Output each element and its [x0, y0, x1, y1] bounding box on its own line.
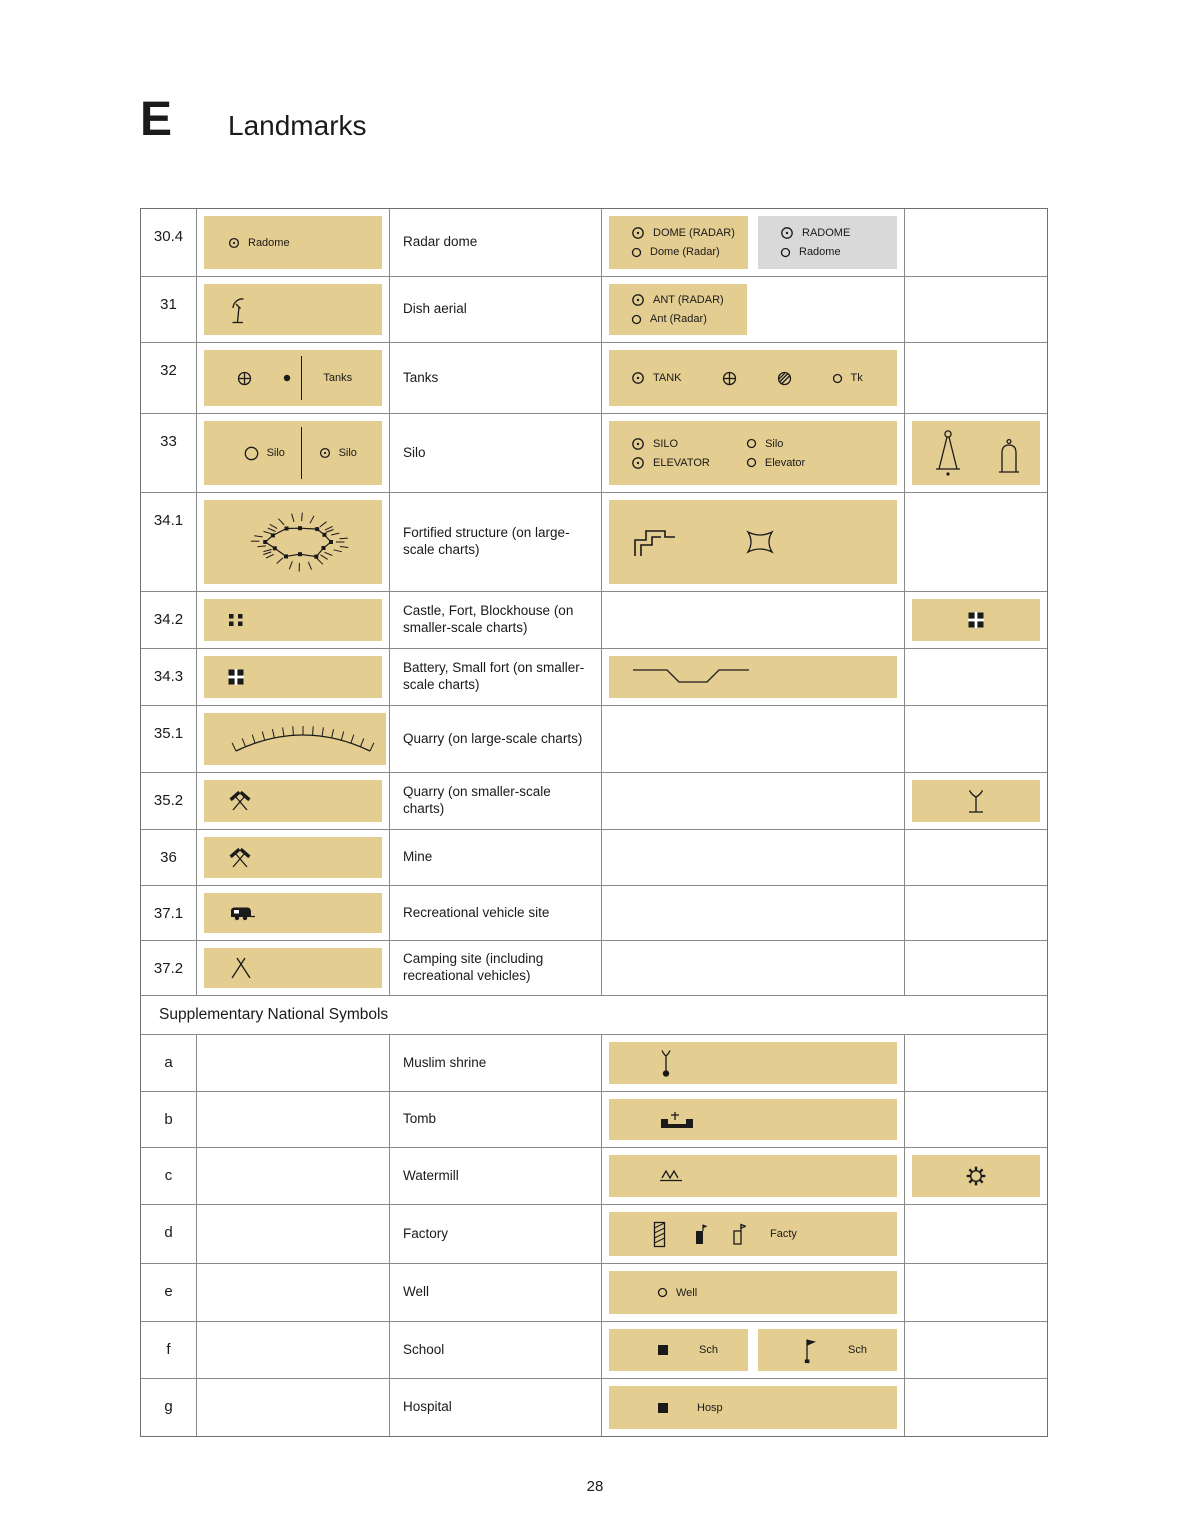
table-row: [141, 1379, 1047, 1436]
table-row: [141, 592, 1047, 649]
row-number: 33: [141, 414, 197, 492]
national-symbol-cell: [197, 592, 390, 648]
other-symbol-cell: [905, 1205, 1047, 1263]
national-symbol-cell: [197, 706, 390, 772]
int-symbol-cell: [602, 1264, 905, 1321]
page-title: Landmarks: [228, 110, 367, 141]
pos-circle-icon: [780, 226, 794, 240]
description-cell: Well: [390, 1264, 602, 1321]
symbol-box: [609, 284, 747, 335]
table-row: [141, 773, 1047, 830]
circle-dot-sm-icon: [228, 237, 240, 249]
description-cell: Mine: [390, 830, 602, 885]
factory-hatched-icon: [653, 1221, 666, 1248]
symbol-label: ANT (RADAR): [653, 294, 724, 306]
battery-square-icon: [228, 669, 244, 685]
national-symbol-cell: [197, 414, 390, 492]
description-cell: Quarry (on smaller-scale charts): [390, 773, 602, 829]
other-symbol-cell: [905, 277, 1047, 342]
symbol-label: DOME (RADAR): [653, 227, 735, 239]
symbol-box: [204, 656, 382, 698]
symbol-box: [609, 500, 897, 584]
silo-towers-icon: [924, 427, 1028, 479]
minaret-icon: [659, 1048, 673, 1078]
flag-icon: [802, 1337, 820, 1364]
int-symbol-cell: [602, 941, 905, 995]
symbol-box: [204, 893, 382, 933]
table-row: [141, 1205, 1047, 1264]
description-cell: Factory: [390, 1205, 602, 1263]
other-symbol-cell: [905, 493, 1047, 591]
symbol-label: ELEVATOR: [653, 456, 710, 469]
circle-hatch-icon: [777, 371, 792, 386]
national-symbol-cell: [197, 1205, 390, 1263]
table-row: [141, 1148, 1047, 1205]
symbol-box: [609, 421, 897, 485]
row-number: 34.3: [141, 649, 197, 705]
int-symbol-cell: [602, 493, 905, 591]
redoubt-profile-icon: [631, 665, 751, 689]
symbol-box: [204, 599, 382, 641]
symbol-box: [758, 216, 897, 269]
int-symbol-cell: [602, 830, 905, 885]
gear-icon: [965, 1165, 987, 1187]
description-cell: Radar dome: [390, 209, 602, 276]
row-number: a: [141, 1035, 197, 1091]
table-row: [141, 649, 1047, 706]
row-number: 30.4: [141, 209, 197, 276]
symbol-box: [609, 1386, 897, 1429]
other-symbol-cell: [905, 592, 1047, 648]
symbol-box: [204, 500, 382, 584]
table-row: [141, 706, 1047, 773]
int-symbol-cell: [602, 706, 905, 772]
national-symbol-cell: [197, 1264, 390, 1321]
row-number: 35.2: [141, 773, 197, 829]
crossed-hammers-icon: [228, 847, 252, 869]
battery-square-icon: [968, 612, 984, 628]
symbol-label: Radome: [248, 236, 290, 249]
int-symbol-cell: [602, 649, 905, 705]
sm-circle-icon: [832, 373, 843, 384]
other-symbol-cell: [905, 649, 1047, 705]
row-number: g: [141, 1379, 197, 1436]
row-number: b: [141, 1092, 197, 1147]
other-symbol-cell: [905, 1092, 1047, 1147]
md-circle-icon: [244, 446, 259, 461]
description-cell: Castle, Fort, Blockhouse (on smaller-scale charts): [390, 592, 602, 648]
sm-circle-icon: [631, 247, 642, 258]
national-symbol-cell: [197, 493, 390, 591]
description-cell: Battery, Small fort (on smaller-scale charts): [390, 649, 602, 705]
factory-flag-filled-icon: [694, 1223, 708, 1245]
pos-circle-icon: [631, 437, 645, 451]
national-symbol-cell: [197, 886, 390, 940]
row-number: 31: [141, 277, 197, 342]
sm-circle-icon: [746, 438, 757, 449]
symbol-box: [204, 780, 382, 822]
section-header: Supplementary National Symbols: [159, 1006, 389, 1023]
table-row: [141, 1264, 1047, 1322]
pos-circle-icon: [631, 371, 645, 385]
symbol-label: Elevator: [764, 456, 806, 469]
row-number: 34.1: [141, 493, 197, 591]
circle-dot-sm-icon: [319, 447, 331, 459]
table-row: [141, 1035, 1047, 1092]
row-number: 37.1: [141, 886, 197, 940]
symbol-label: Ant (Radar): [650, 313, 707, 325]
symbol-label: Tk: [850, 372, 863, 384]
national-symbol-cell: [197, 1148, 390, 1204]
other-symbol-cell: [905, 1322, 1047, 1378]
national-symbol-cell: [197, 277, 390, 342]
page-header: [140, 92, 367, 147]
symbol-box: [204, 284, 382, 335]
tomb-icon: [659, 1110, 695, 1130]
symbol-table: [140, 208, 1048, 1437]
symbol-label: Hosp: [697, 1401, 723, 1414]
row-number: 37.2: [141, 941, 197, 995]
symbol-box: [609, 216, 748, 269]
other-symbol-cell: [905, 886, 1047, 940]
int-symbol-cell: [602, 1322, 905, 1378]
description-cell: Hospital: [390, 1379, 602, 1436]
national-symbol-cell: [197, 1379, 390, 1436]
int-symbol-cell: [602, 1379, 905, 1436]
symbol-box: [912, 421, 1040, 485]
symbol-box: [912, 599, 1040, 641]
symbol-box: [204, 948, 382, 988]
table-row: [141, 886, 1047, 941]
national-symbol-cell: [197, 209, 390, 276]
description-cell: School: [390, 1322, 602, 1378]
other-symbol-cell: [905, 414, 1047, 492]
symbol-box: [609, 1271, 897, 1314]
table-row: [141, 209, 1047, 277]
description-cell: Silo: [390, 414, 602, 492]
pos-circle-icon: [631, 293, 645, 307]
national-symbol-cell: [197, 773, 390, 829]
table-row: [141, 343, 1047, 414]
table-row: [141, 941, 1047, 996]
watermill-icon: [659, 1168, 683, 1184]
symbol-label: Dome (Radar): [650, 246, 720, 258]
symbol-box: [204, 837, 382, 878]
description-cell: Tanks: [390, 343, 602, 413]
symbol-box: [609, 1042, 897, 1084]
section-letter: E: [140, 93, 173, 146]
int-symbol-cell: [602, 414, 905, 492]
other-symbol-cell: [905, 1379, 1047, 1436]
other-symbol-cell: [905, 1264, 1047, 1321]
sm-circle-icon: [657, 1287, 668, 1298]
row-number: e: [141, 1264, 197, 1321]
national-symbol-cell: [197, 649, 390, 705]
other-symbol-cell: [905, 1148, 1047, 1204]
symbol-label: Silo: [338, 447, 357, 459]
quarry-trident-icon: [965, 788, 987, 815]
table-row: [141, 1092, 1047, 1148]
symbol-label: TANK: [653, 372, 682, 384]
symbol-label: Silo: [765, 437, 784, 450]
circle-cross-icon: [722, 371, 737, 386]
description-cell: Quarry (on large-scale charts): [390, 706, 602, 772]
other-symbol-cell: [905, 941, 1047, 995]
national-symbol-cell: [197, 941, 390, 995]
int-symbol-cell: [602, 1148, 905, 1204]
supplementary-section-row: [141, 996, 1047, 1035]
description-cell: Fortified structure (on large-scale charts): [390, 493, 602, 591]
row-number: 35.1: [141, 706, 197, 772]
symbol-box: [204, 713, 386, 765]
fortified-structure-icon: [228, 506, 373, 578]
int-symbol-cell: [602, 343, 905, 413]
factory-flag-outline-icon: [732, 1223, 746, 1245]
int-symbol-cell: [602, 1092, 905, 1147]
symbol-label: Silo: [266, 447, 285, 459]
sm-circle-icon: [746, 457, 757, 468]
table-row: [141, 493, 1047, 592]
national-symbol-cell: [197, 1035, 390, 1091]
symbol-box: [609, 1329, 748, 1371]
row-number: 34.2: [141, 592, 197, 648]
page-number: 28: [586, 1478, 604, 1495]
national-symbol-cell: [197, 343, 390, 413]
row-number: 36: [141, 830, 197, 885]
symbol-label: Sch: [699, 1344, 718, 1356]
table-row: [141, 277, 1047, 343]
int-symbol-cell: [602, 1205, 905, 1263]
rv-icon: [228, 904, 256, 922]
int-symbol-cell: [602, 277, 905, 342]
pos-circle-icon: [631, 226, 645, 240]
row-number: 32: [141, 343, 197, 413]
dish-aerial-icon: [228, 295, 250, 325]
circle-cross-icon: [237, 371, 252, 386]
symbol-label: Facty: [770, 1228, 797, 1240]
symbol-box: [204, 350, 382, 406]
dot-icon: [282, 373, 292, 383]
row-number: c: [141, 1148, 197, 1204]
description-cell: Camping site (including recreational vehicles): [390, 941, 602, 995]
fort-angular-icon: [631, 526, 677, 558]
symbol-box: [204, 421, 382, 485]
castle-squares-icon: [228, 613, 244, 627]
square-filled-icon: [657, 1402, 669, 1414]
symbol-box: [609, 1155, 897, 1197]
other-symbol-cell: [905, 1035, 1047, 1091]
national-symbol-cell: [197, 830, 390, 885]
bastion-icon: [745, 529, 775, 555]
other-symbol-cell: [905, 209, 1047, 276]
symbol-box: [204, 216, 382, 269]
symbol-label: RADOME: [802, 227, 851, 239]
symbol-box: [758, 1329, 897, 1371]
symbol-box: [609, 350, 897, 406]
description-cell: Watermill: [390, 1148, 602, 1204]
other-symbol-cell: [905, 830, 1047, 885]
symbol-label: Radome: [799, 246, 841, 258]
description-cell: Recreational vehicle site: [390, 886, 602, 940]
symbol-label: Tanks: [323, 372, 353, 384]
other-symbol-cell: [905, 706, 1047, 772]
symbol-box: [609, 656, 897, 698]
national-symbol-cell: [197, 1092, 390, 1147]
description-cell: Tomb: [390, 1092, 602, 1147]
row-number: d: [141, 1205, 197, 1263]
crossed-hammers-icon: [228, 790, 252, 812]
tent-icon: [228, 957, 254, 979]
int-symbol-cell: [602, 592, 905, 648]
symbol-label: Well: [676, 1286, 698, 1299]
quarry-arc-icon: [228, 719, 378, 759]
description-cell: Dish aerial: [390, 277, 602, 342]
other-symbol-cell: [905, 343, 1047, 413]
symbol-box: [609, 1099, 897, 1140]
int-symbol-cell: [602, 209, 905, 276]
sm-circle-icon: [631, 314, 642, 325]
square-filled-icon: [657, 1344, 669, 1356]
int-symbol-cell: [602, 886, 905, 940]
table-row: [141, 830, 1047, 886]
sm-circle-icon: [780, 247, 791, 258]
table-row: [141, 1322, 1047, 1379]
symbol-label: Sch: [848, 1344, 867, 1356]
table-row: [141, 414, 1047, 493]
national-symbol-cell: [197, 1322, 390, 1378]
symbol-box: [912, 780, 1040, 822]
pos-circle-icon: [631, 456, 645, 470]
other-symbol-cell: [905, 773, 1047, 829]
symbol-box: [912, 1155, 1040, 1197]
row-number: f: [141, 1322, 197, 1378]
description-cell: Muslim shrine: [390, 1035, 602, 1091]
int-symbol-cell: [602, 1035, 905, 1091]
int-symbol-cell: [602, 773, 905, 829]
symbol-label: SILO: [653, 437, 679, 450]
symbol-box: [609, 1212, 897, 1256]
